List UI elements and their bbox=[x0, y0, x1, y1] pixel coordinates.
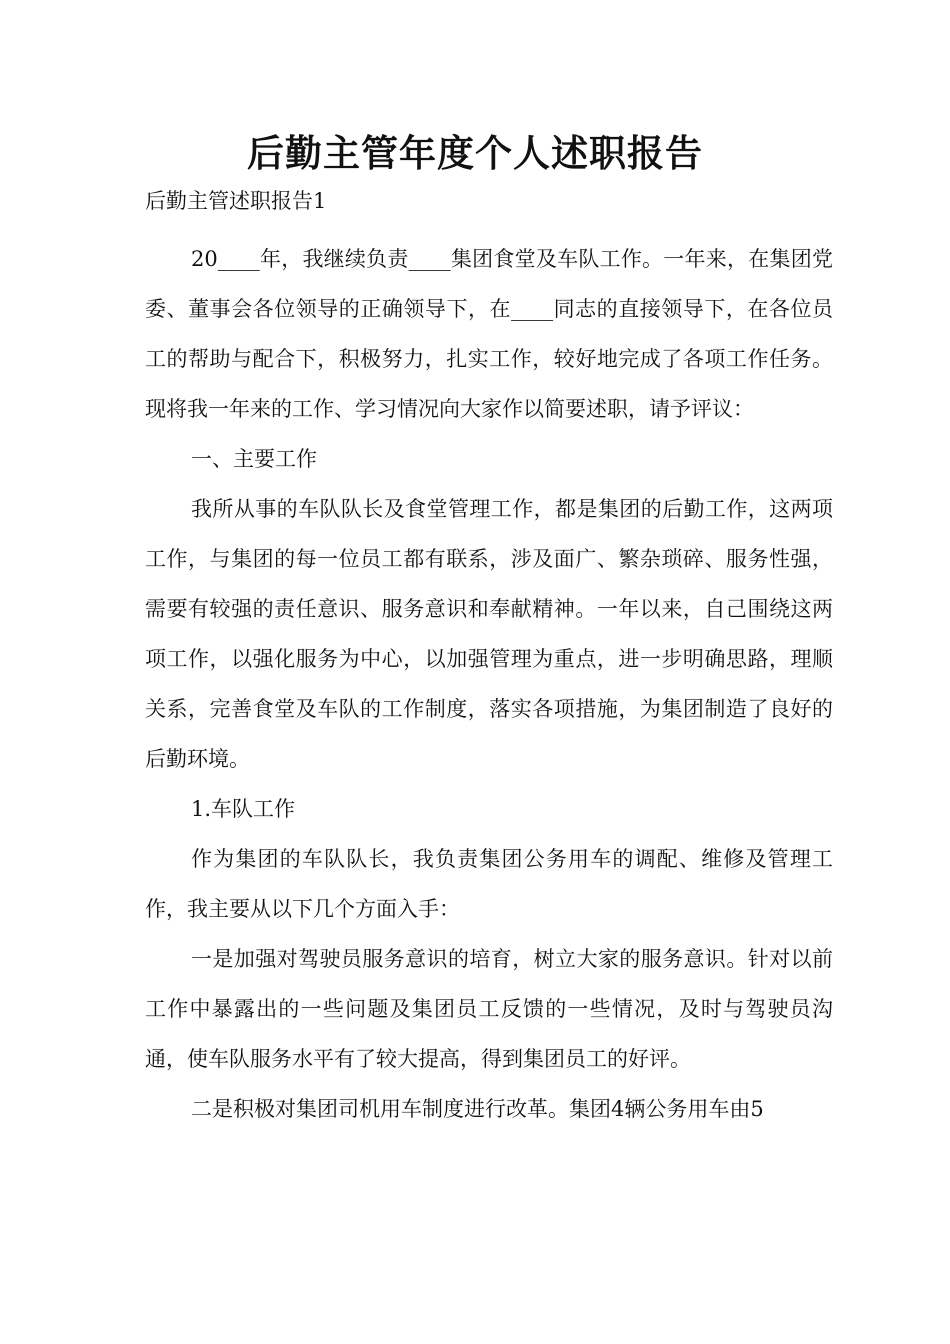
paragraph-fleet-work: 作为集团的车队队长，我负责集团公务用车的调配、维修及管理工作，我主要从以下几个方面入手： bbox=[145, 847, 833, 921]
paragraph-intro: 20____年，我继续负责____集团食堂及车队工作。一年来，在集团党委、董事会各位领导的正确领导下，在____同志的直接领导下，在各位员工的帮助与配合下，积极努力，扎实工作，较好地完成了各项工作任务。现将我一年来的工作、学习情况向大家作以简要述职，请予评议： bbox=[145, 247, 833, 421]
paragraph-point-one: 一是加强对驾驶员服务意识的培育，树立大家的服务意识。针对以前工作中暴露出的一些问题及集团员工反馈的一些情况，及时与驾驶员沟通，使车队服务水平有了较大提高，得到集团员工的好评。 bbox=[145, 947, 833, 1071]
document-body bbox=[145, 234, 833, 1134]
subsection-heading-fleet-work: 1.车队工作 bbox=[191, 797, 296, 821]
paragraph-main-work: 我所从事的车队队长及食堂管理工作，都是集团的后勤工作，这两项工作，与集团的每一位员工都有联系，涉及面广、繁杂琐碎、服务性强，需要有较强的责任意识、服务意识和奉献精神。一年以来，自己围绕这两项工作，以强化服务为中心，以加强管理为重点，进一步明确思路，理顺关系，完善食堂及车队的工作制度，落实各项措施，为集团制造了良好的后勤环境。 bbox=[145, 497, 833, 771]
section-heading-main-work: 一、主要工作 bbox=[191, 447, 317, 471]
document-subtitle: 后勤主管述职报告1 bbox=[145, 189, 327, 213]
document-title: 后勤主管年度个人述职报告 bbox=[247, 131, 703, 175]
paragraph-point-two: 二是积极对集团司机用车制度进行改革。集团4辆公务用车由5 bbox=[191, 1097, 764, 1121]
